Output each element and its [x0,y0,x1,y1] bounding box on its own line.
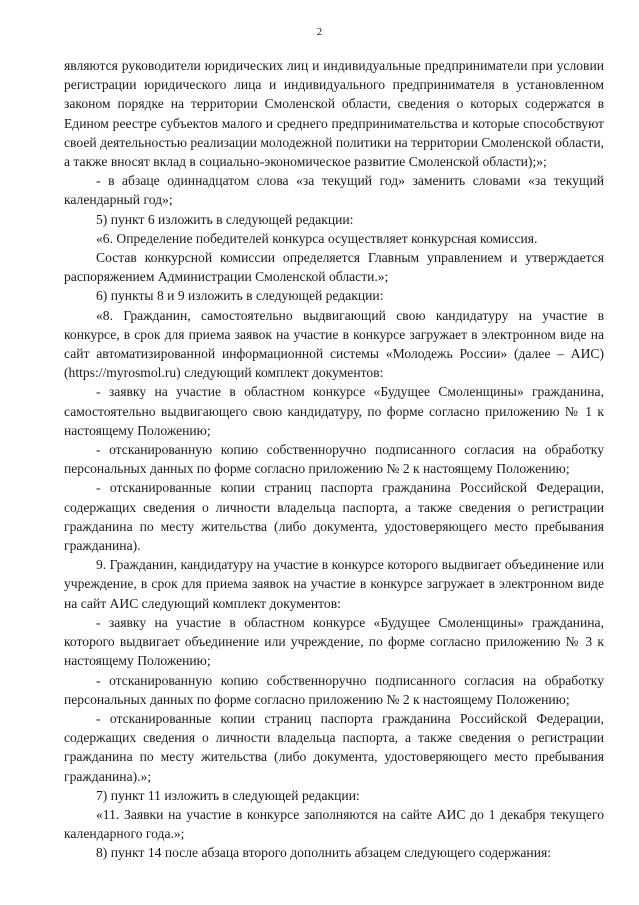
paragraph: «8. Гражданин, самостоятельно выдвигающий свою кандидатуру на участие в конкурсе, в срок для приема заявок на участие в конкурсе загружает в электронном виде на сайт автоматизированной информационной системы «Молодежь России» (далее – АИС) (https://myrosmol.ru) следующий комплект документов: [64,307,604,381]
paragraph: 6) пункты 8 и 9 изложить в следующей редакции: [96,288,384,304]
paragraph: - отсканированные копии страниц паспорта гражданина Российской Федерации, содержащих сведения о личности владельца паспорта, а также сведения о регистрации гражданина по месту жительства (либо документа, удостоверяющего место пребывания гражданина). [64,480,604,554]
paragraph: - заявку на участие в областном конкурсе «Будущее Смоленщины» гражданина, самостоятельно выдвигающего свою кандидатуру, по форме согласно приложению № 1 к настоящему Положению; [64,384,604,438]
paragraph: «11. Заявки на участие в конкурсе заполняются на сайте АИС до 1 декабря текущего календарного года.»; [64,806,604,842]
paragraph: - отсканированную копию собственноручно подписанного согласия на обработку персональных данных по форме согласно приложению № 2 к настоящему Положению; [64,672,604,707]
paragraph: - заявку на участие в областном конкурсе «Будущее Смоленщины» гражданина, которого выдвигает объединение или учреждение, по форме согласно приложению № 3 к настоящему Положению; [64,614,604,669]
paragraph: 8) пункт 14 после абзаца второго дополнить абзацем следующего содержания: [96,845,552,861]
paragraph: - отсканированные копии страниц паспорта гражданина Российской Федерации, содержащих сведения о личности владельца паспорта, а также сведения о регистрации гражданина по месту жительства (либо документа, удостоверяющего место пребывания гражданина).»; [64,710,604,784]
paragraph: «6. Определение победителей конкурса осуществляет конкурсная комиссия. [96,230,538,246]
paragraph: - отсканированную копию собственноручно подписанного согласия на обработку персональных данных по форме согласно приложению № 2 к настоящему Положению; [64,442,604,477]
paragraph: - в абзаце одиннадцатом слова «за текущий год» заменить словами «за текущий календарный год»; [64,173,604,208]
paragraph: 5) пункт 6 изложить в следующей редакции: [96,211,354,227]
page-number: 2 [316,26,323,38]
paragraph: 7) пункт 11 изложить в следующей редакции: [96,787,360,803]
paragraph: являются руководители юридических лиц и индивидуальные предприниматели при условии регистрации юридического лица и индивидуального предпринимателя в установленном законом порядке на территории Смоленской области, сведения о которых содержатся в Едином реестре субъектов малого и среднего предпринимательства и которые способствуют своей деятельностью реализации молодежной политики на территории Смоленской области, а также вносят вклад в социально-экономическое развитие Смоленской области);»; [64,58,604,170]
paragraph: 9. Гражданин, кандидатуру на участие в конкурсе которого выдвигает объединение или учреждение, в срок для приема заявок на участие в конкурсе загружает в электронном виде на сайт АИС следующий комплект документов: [64,557,604,611]
paragraph: Состав конкурсной комиссии определяется Главным управлением и утверждается распоряжением Администрации Смоленской области.»; [64,250,604,285]
document-body [64,56,604,863]
